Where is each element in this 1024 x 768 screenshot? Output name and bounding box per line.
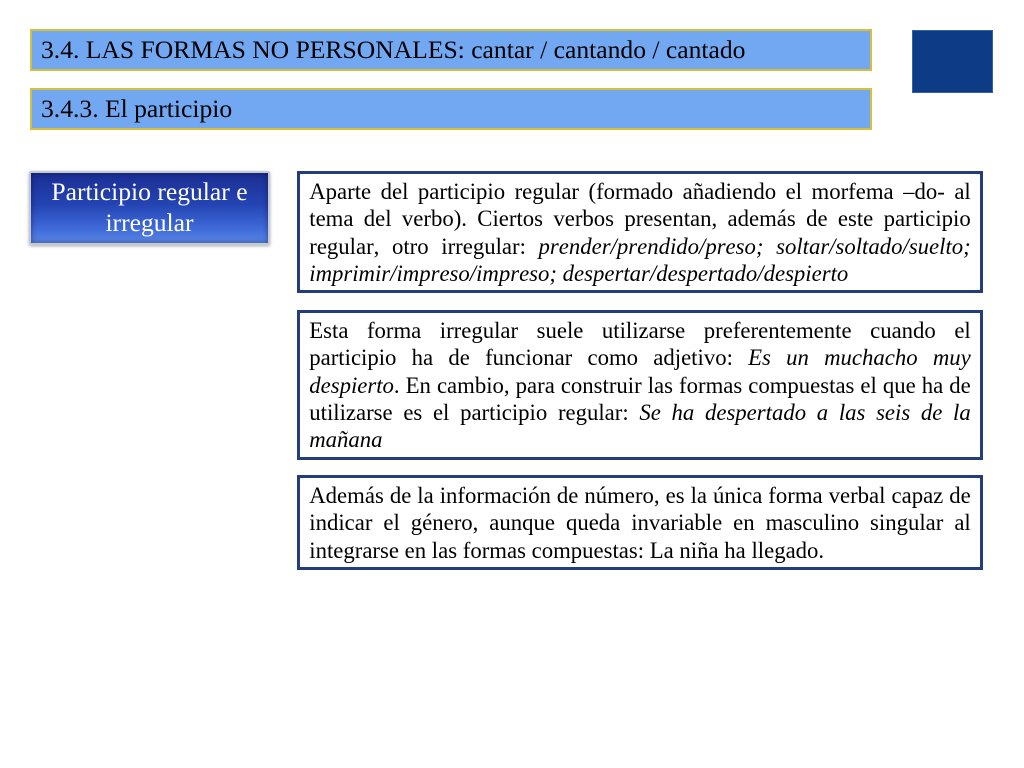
- subsection-title-bar: [30, 88, 872, 130]
- topic-label: Participio regular e irregular: [51, 177, 248, 237]
- topic-label-box: [29, 171, 270, 245]
- example-text: Se ha despertado a las seis de la mañana: [309, 399, 971, 453]
- text-segment: Aparte del participio regular (formado añadiendo el morfema –do- al tema del verbo). Ciertos verbos presentan, además de este participio regular, otro irregular:: [309, 179, 971, 259]
- subsection-title: 3.4.3. El participio: [41, 94, 233, 124]
- text-box-adjective-use: [297, 310, 983, 460]
- corner-square-decoration: [912, 30, 993, 93]
- text-box-gender-number: [297, 475, 983, 570]
- text-box-irregular-participles: [297, 171, 983, 293]
- section-title-bar: [30, 29, 872, 71]
- text-segment: Esta forma irregular suele utilizarse preferentemente cuando el participio ha de funcionar como adjetivo:: [309, 318, 971, 371]
- text-segment: . En cambio, para construir las formas compuestas el que ha de utilizarse es el participio regular:: [309, 372, 971, 425]
- section-title: 3.4. LAS FORMAS NO PERSONALES: cantar / cantando / cantado: [41, 35, 746, 65]
- text-segment: Además de la información de número, es la única forma verbal capaz de indicar el género, aunque queda invariable en masculino singular al integrarse en las formas compuestas: La niña ha llegado.: [309, 483, 971, 563]
- example-text: prender/prendido/preso; soltar/soltado/suelto; imprimir/impreso/impreso; despertar/despertado/despierto: [309, 233, 971, 286]
- example-text: Es un muchacho muy despierto: [309, 345, 971, 398]
